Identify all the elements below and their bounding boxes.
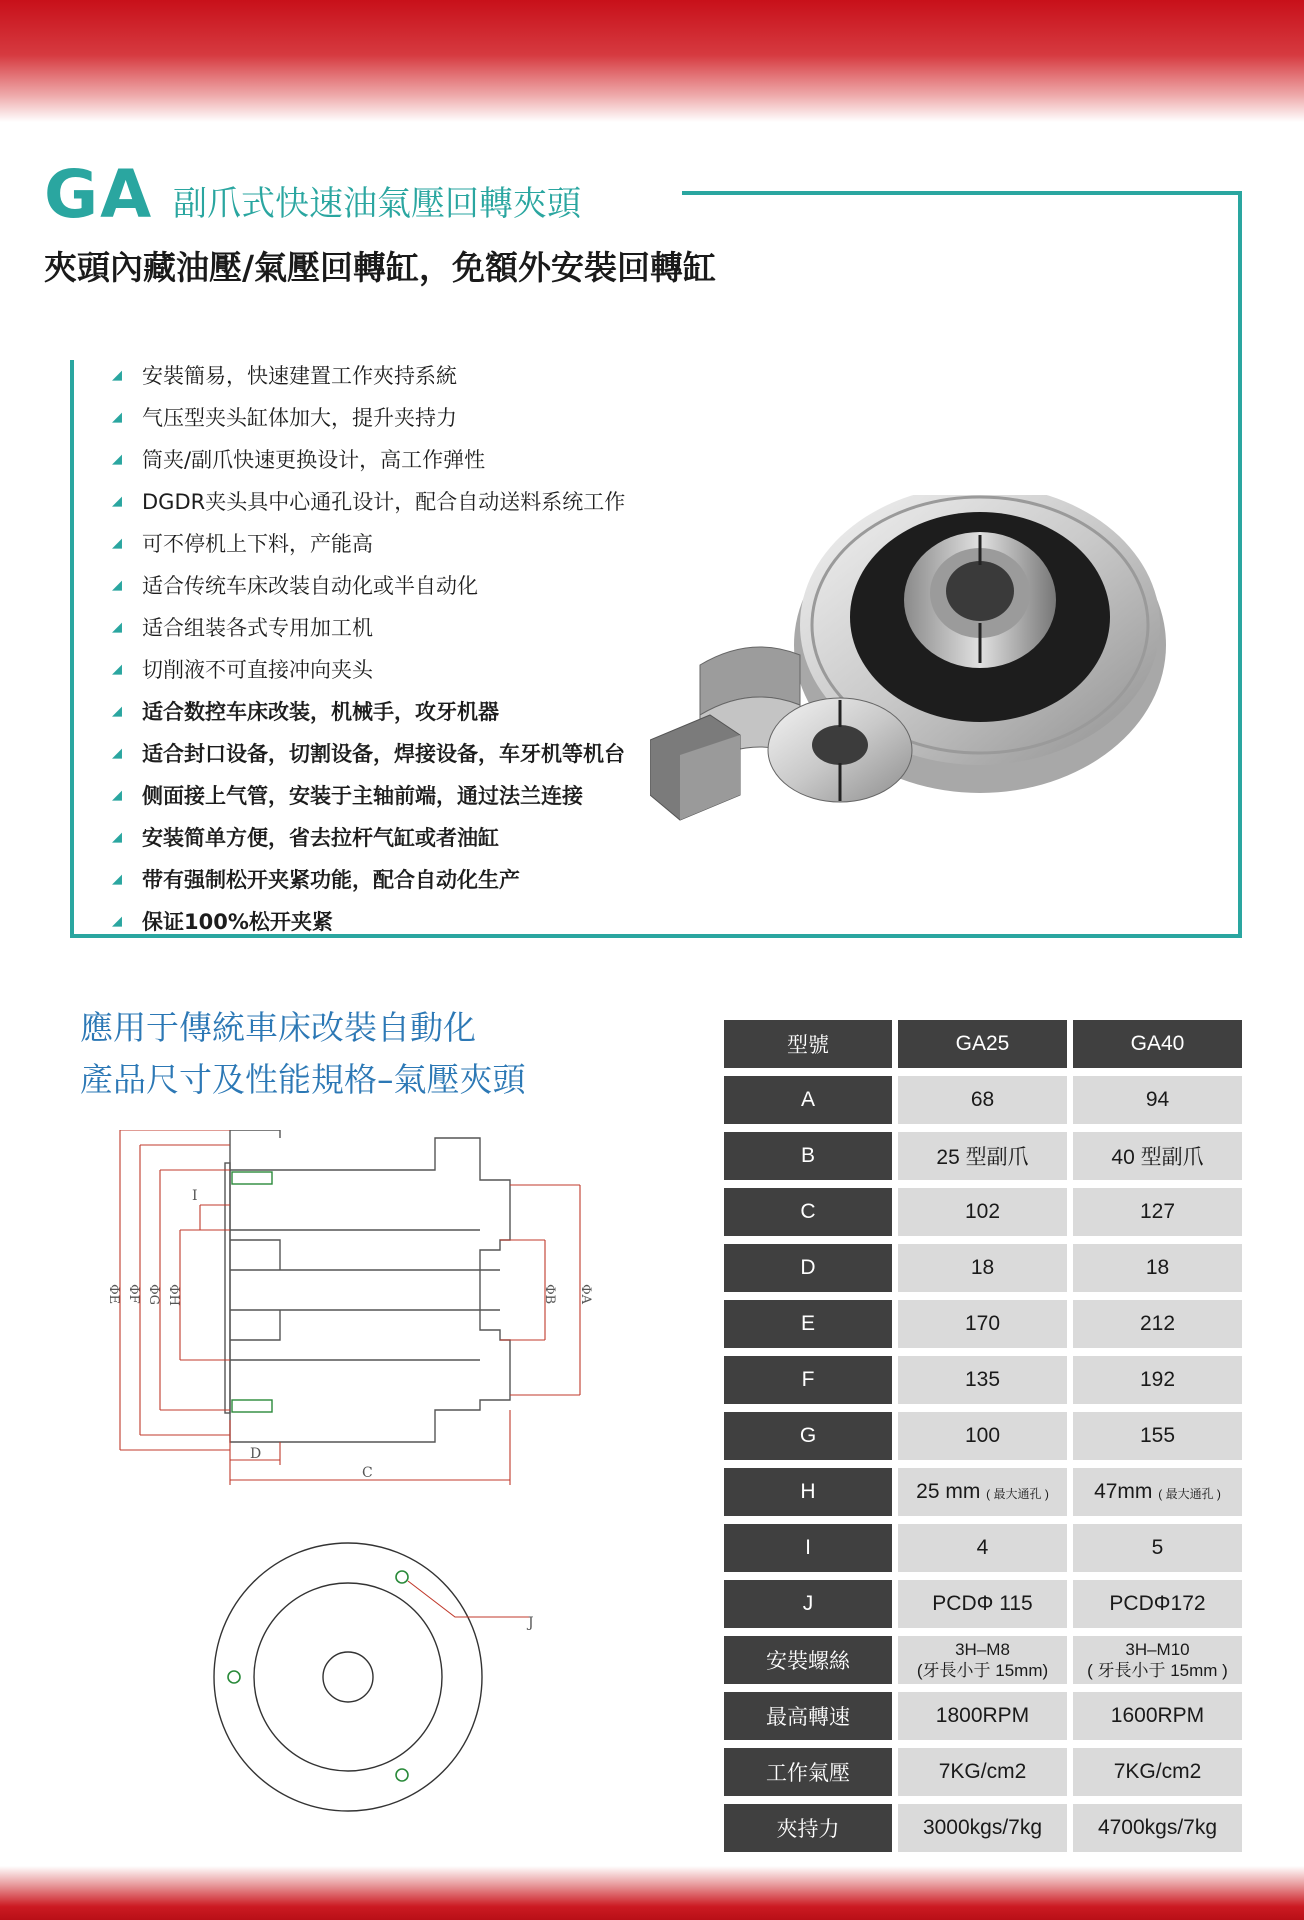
label-phi-b: ΦB [542,1284,557,1305]
spec-row [724,1748,1242,1796]
spec-row [724,1804,1242,1852]
triangle-bullet-icon: ◢ [112,662,122,677]
spec-ga40-value: PCDΦ172 [1073,1580,1242,1628]
triangle-bullet-icon: ◢ [112,872,122,887]
spec-label: 最高轉速 [724,1692,892,1740]
feature-item: ◢ 安裝簡易，快速建置工作夾持系統 [112,358,752,400]
spec-ga40-value: 47mm ( 最大通孔 ) [1073,1468,1242,1516]
front-view-drawing [170,1535,570,1835]
spec-label: I [724,1524,892,1572]
label-phi-e: ΦE [106,1284,121,1305]
triangle-bullet-icon: ◢ [112,452,122,467]
spec-header-ga25: GA25 [898,1020,1067,1068]
feature-item: ◢ 适合数控车床改装，机械手，攻牙机器 [112,694,752,736]
feature-item: ◢ 可不停机上下料，产能高 [112,526,752,568]
label-phi-a: ΦA [578,1284,593,1305]
spec-ga25-value: 100 [898,1412,1067,1460]
label-i: I [192,1188,198,1204]
feature-item: ◢ 保证100%松开夹紧 [112,904,752,946]
spec-ga25-value: 4 [898,1524,1067,1572]
label-phi-g: ΦG [146,1284,161,1306]
spec-row [724,1356,1242,1404]
spec-ga40-value: 212 [1073,1300,1242,1348]
label-d: D [250,1446,262,1462]
product-title: 副爪式快速油氣壓回轉夾頭 [173,184,581,224]
spec-label: G [724,1412,892,1460]
side-section-drawing [100,1130,600,1490]
spec-ga25-value: 7KG/cm2 [898,1748,1067,1796]
feature-item: ◢ 筒夹/副爪快速更换设计，高工作弹性 [112,442,752,484]
spec-ga40-value: 18 [1073,1244,1242,1292]
top-red-band [0,0,1304,122]
bottom-red-band [0,1866,1304,1920]
spec-label: J [724,1580,892,1628]
triangle-bullet-icon: ◢ [112,578,122,593]
spec-ga25-value: 1800RPM [898,1692,1067,1740]
triangle-bullet-icon: ◢ [112,536,122,551]
spec-ga25-value: 3H–M8 (牙長小于 15mm) [898,1636,1067,1684]
spec-row [724,1300,1242,1348]
application-line-1: 應用于傳統車床改裝自動化 [80,1008,476,1047]
spec-ga40-value: 3H–M10 ( 牙長小于 15mm ) [1073,1636,1242,1684]
product-photo [650,495,1210,975]
feature-item: ◢ 安装简单方便，省去拉杆气缸或者油缸 [112,820,752,862]
spec-ga40-value: 4700kgs/7kg [1073,1804,1242,1852]
spec-ga40-value: 192 [1073,1356,1242,1404]
spec-ga40-value: 1600RPM [1073,1692,1242,1740]
triangle-bullet-icon: ◢ [112,830,122,845]
spec-note: ( 最大通孔 ) [986,1487,1049,1501]
spec-ga25-value: 135 [898,1356,1067,1404]
spec-label: A [724,1076,892,1124]
spec-ga25-value: 25 mm ( 最大通孔 ) [898,1468,1067,1516]
spec-row [724,1692,1242,1740]
spec-label: 夾持力 [724,1804,892,1852]
triangle-bullet-icon: ◢ [112,704,122,719]
spec-row [724,1468,1242,1516]
spec-ga40-value: 155 [1073,1412,1242,1460]
label-c: C [362,1465,373,1481]
feature-item: ◢ 适合组装各式专用加工机 [112,610,752,652]
triangle-bullet-icon: ◢ [112,494,122,509]
spec-label: H [724,1468,892,1516]
feature-item: ◢ 适合封口设备，切割设备，焊接设备，车牙机等机台 [112,736,752,778]
spec-header-row [724,1020,1242,1068]
spec-row [724,1244,1242,1292]
spec-label: E [724,1300,892,1348]
spec-row [724,1076,1242,1124]
spec-ga40-value: 5 [1073,1524,1242,1572]
triangle-bullet-icon: ◢ [112,620,122,635]
label-phi-f: ΦF [126,1284,141,1304]
spec-ga40-value: 40 型副爪 [1073,1132,1242,1180]
spec-ga25-value: 68 [898,1076,1067,1124]
spec-ga25-value: 18 [898,1244,1067,1292]
spec-row [724,1524,1242,1572]
spec-row [724,1580,1242,1628]
spec-row [724,1636,1242,1684]
spec-label: B [724,1132,892,1180]
label-j: J [528,1615,534,1631]
spec-ga25-value: 170 [898,1300,1067,1348]
spec-row [724,1188,1242,1236]
spec-label: C [724,1188,892,1236]
triangle-bullet-icon: ◢ [112,788,122,803]
feature-item: ◢ 侧面接上气管，安装于主轴前端，通过法兰连接 [112,778,752,820]
spec-row [724,1132,1242,1180]
spec-label: D [724,1244,892,1292]
spec-ga25-value: 3000kgs/7kg [898,1804,1067,1852]
feature-item: ◢ 切削液不可直接冲向夹头 [112,652,752,694]
spec-label: 安裝螺絲 [724,1636,892,1684]
feature-item: ◢ DGDR夹头具中心通孔设计，配合自动送料系统工作 [112,484,752,526]
brand-logo-text: GA [44,156,154,233]
spec-row [724,1412,1242,1460]
label-phi-h: ΦH [166,1284,181,1306]
spec-ga25-value: PCDΦ 115 [898,1580,1067,1628]
spec-label: 工作氣壓 [724,1748,892,1796]
feature-item: ◢ 带有强制松开夹紧功能，配合自动化生产 [112,862,752,904]
triangle-bullet-icon: ◢ [112,914,122,929]
spec-header-ga40: GA40 [1073,1020,1242,1068]
spec-ga40-value: 127 [1073,1188,1242,1236]
spec-ga40-value: 94 [1073,1076,1242,1124]
spec-label: F [724,1356,892,1404]
spec-ga40-value: 7KG/cm2 [1073,1748,1242,1796]
triangle-bullet-icon: ◢ [112,410,122,425]
spec-ga25-value: 102 [898,1188,1067,1236]
spec-table [718,1012,1248,1860]
application-line-2: 產品尺寸及性能規格–氣壓夾頭 [80,1060,526,1099]
application-heading [80,1002,526,1106]
spec-header-model: 型號 [724,1020,892,1068]
triangle-bullet-icon: ◢ [112,368,122,383]
spec-note: ( 最大通孔 ) [1158,1487,1221,1501]
triangle-bullet-icon: ◢ [112,746,122,761]
feature-item: ◢ 适合传统车床改装自动化或半自动化 [112,568,752,610]
feature-item: ◢ 气压型夹头缸体加大，提升夹持力 [112,400,752,442]
product-subtitle: 夾頭內藏油壓/氣壓回轉缸，免額外安裝回轉缸 [44,248,717,287]
spec-ga25-value: 25 型副爪 [898,1132,1067,1180]
